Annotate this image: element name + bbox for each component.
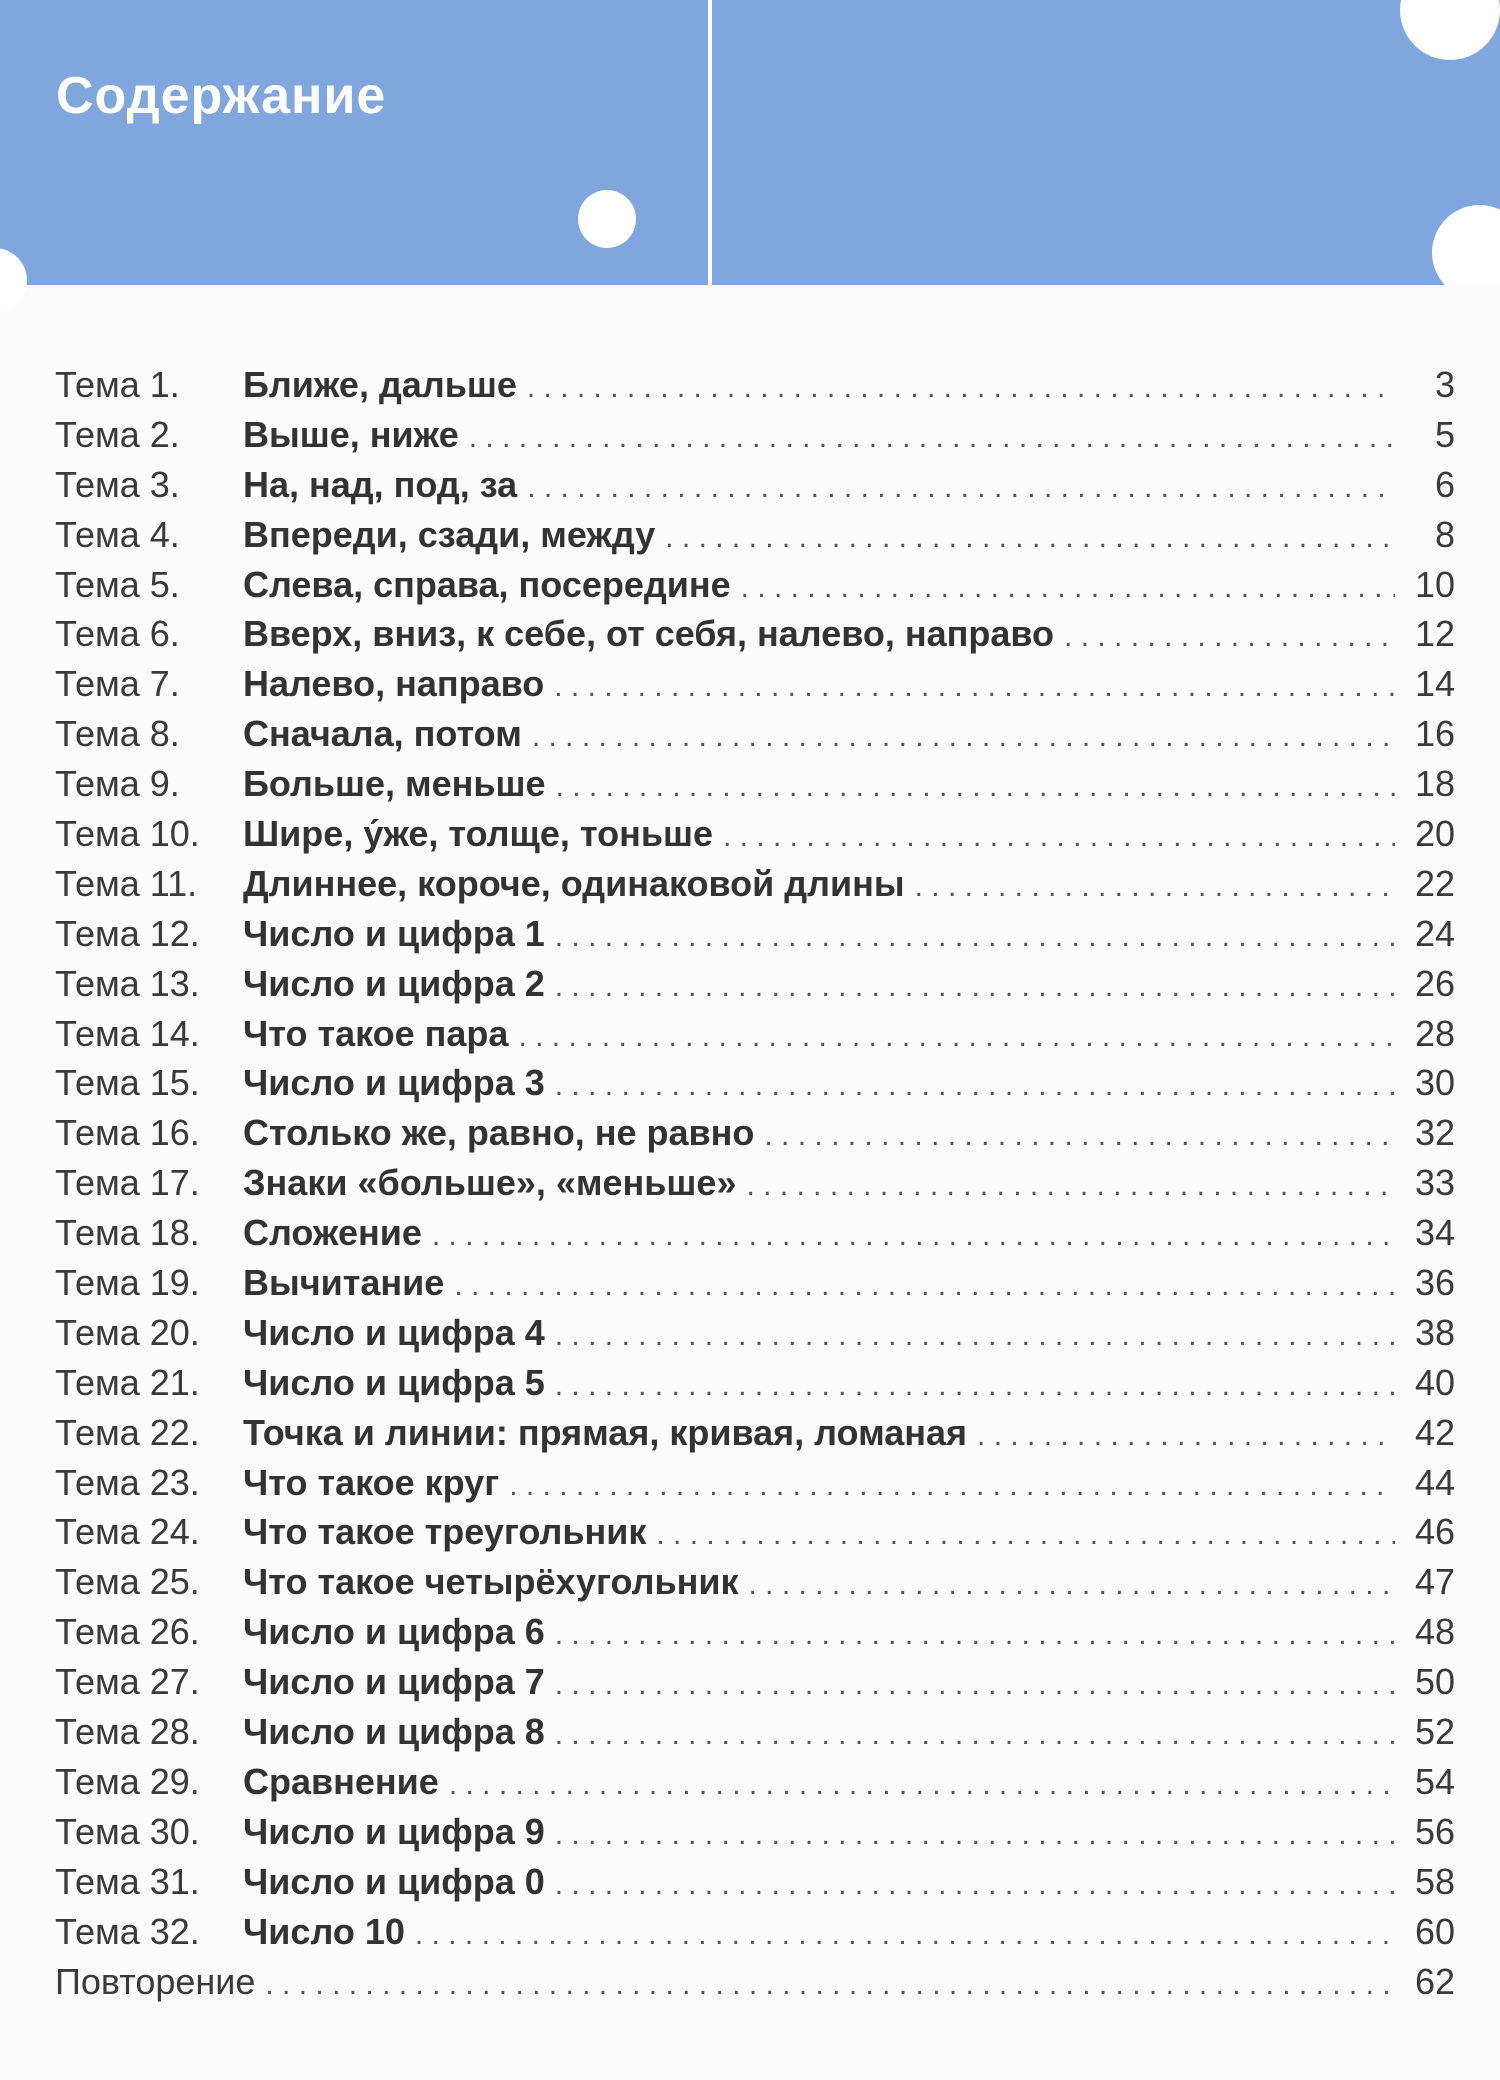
dot-leader [454, 1261, 1395, 1311]
toc-entry-title: Что такое четырёхугольник [243, 1561, 739, 1603]
dot-leader [741, 563, 1395, 613]
toc-entry-title: Налево, направо [243, 663, 545, 705]
toc-entry-number: Тема 20. [55, 1311, 200, 1353]
toc-entry-number: Тема 5. [55, 563, 180, 605]
toc-entry-number: Тема 17. [55, 1162, 200, 1204]
toc-entry-number: Тема 13. [55, 962, 200, 1004]
toc-entry-page: 12 [1414, 613, 1455, 655]
toc-entry-number: Тема 26. [55, 1611, 200, 1653]
toc-entry-page: 20 [1414, 813, 1455, 855]
toc-entry-page: 44 [1414, 1461, 1455, 1503]
toc-entry-title: Что такое круг [243, 1461, 500, 1503]
dot-leader [748, 1560, 1395, 1610]
toc-entry-page: 47 [1414, 1561, 1455, 1603]
toc-entry-title: Ближе, дальше [243, 364, 517, 405]
toc-entry-page: 48 [1414, 1611, 1455, 1653]
toc-entry[interactable] [55, 959, 1455, 1009]
toc-entry[interactable] [55, 1408, 1455, 1458]
toc-entry-number: Тема 1. [55, 364, 180, 405]
dot-leader [915, 862, 1395, 912]
toc-entry[interactable] [55, 560, 1455, 610]
toc-entry-page: 38 [1414, 1311, 1455, 1353]
dot-leader [469, 413, 1395, 463]
toc-entry[interactable] [55, 1258, 1455, 1308]
toc-entry[interactable] [55, 909, 1455, 959]
toc-entry-number: Тема 22. [55, 1411, 200, 1453]
dot-leader [265, 1960, 1395, 2010]
toc-entry-number: Тема 19. [55, 1262, 200, 1304]
toc-entry-title: Число и цифра 6 [243, 1611, 545, 1653]
toc-entry-title: На, над, под, за [243, 463, 518, 505]
dot-leader [554, 662, 1395, 712]
table-of-contents [55, 360, 1455, 2006]
dot-leader [746, 1161, 1395, 1211]
toc-entry-page: 42 [1414, 1411, 1455, 1453]
toc-entry-number: Тема 11. [55, 862, 198, 904]
toc-entry[interactable] [55, 1208, 1455, 1258]
toc-entry-page: 6 [1434, 463, 1455, 505]
header-band [0, 0, 1500, 285]
toc-entry-number: Тема 9. [55, 763, 180, 805]
dot-leader [518, 1012, 1395, 1062]
toc-entry-number: Тема 8. [55, 713, 180, 755]
toc-entry-title: Вверх, вниз, к себе, от себя, налево, направо [243, 613, 1055, 655]
dot-leader [532, 712, 1395, 762]
toc-entry[interactable] [55, 410, 1455, 460]
decorative-circle [578, 190, 636, 248]
toc-entry-page: 8 [1434, 513, 1455, 555]
toc-entry-title: Выше, ниже [243, 413, 459, 455]
toc-entry[interactable] [55, 1358, 1455, 1408]
toc-entry-number: Тема 10. [55, 813, 200, 855]
toc-entry-number: Тема 25. [55, 1561, 200, 1603]
toc-entry-page: 10 [1414, 563, 1455, 605]
toc-entry-number: Тема 28. [55, 1711, 200, 1753]
toc-entry-page: 18 [1414, 763, 1455, 805]
toc-entry-title: Сравнение [243, 1760, 439, 1802]
toc-entry-title: Длиннее, короче, одинаковой длины [243, 862, 905, 904]
toc-entry-page: 52 [1414, 1711, 1455, 1753]
toc-entry-number: Тема 27. [55, 1661, 200, 1703]
toc-entry[interactable] [55, 1009, 1455, 1059]
toc-entry-title: Число и цифра 5 [243, 1361, 545, 1403]
dot-leader [977, 1411, 1395, 1461]
toc-entry-title: Вычитание [243, 1262, 445, 1304]
toc-entry-number: Тема 2. [55, 413, 180, 455]
toc-entry[interactable] [55, 510, 1455, 560]
dot-leader [449, 1760, 1395, 1810]
toc-entry-number: Тема 4. [55, 513, 180, 555]
toc-entry-title: Число и цифра 0 [243, 1860, 545, 1902]
toc-entry[interactable] [55, 1308, 1455, 1358]
toc-entry-title: Число и цифра 9 [243, 1810, 545, 1852]
toc-entry-title: Сложение [243, 1212, 422, 1254]
toc-entry-page: 26 [1414, 962, 1455, 1004]
toc-entry[interactable] [55, 1607, 1455, 1657]
toc-entry-page: 5 [1434, 413, 1455, 455]
toc-entry-page: 24 [1414, 912, 1455, 954]
toc-entry-title: Число и цифра 1 [243, 912, 545, 954]
dot-leader [555, 1061, 1395, 1111]
toc-entry-page: 22 [1414, 862, 1455, 904]
toc-entry-number: Тема 6. [55, 613, 180, 655]
toc-entry-number: Тема 23. [55, 1461, 200, 1503]
toc-entry-page: 40 [1414, 1361, 1455, 1403]
toc-entry-title: Число и цифра 3 [243, 1062, 545, 1104]
toc-entry[interactable] [55, 1058, 1455, 1108]
toc-entry-title: Точка и линии: прямая, кривая, ломаная [243, 1411, 968, 1453]
toc-entry-number: Тема 16. [55, 1112, 200, 1154]
toc-entry[interactable] [55, 460, 1455, 510]
toc-entry[interactable] [55, 1557, 1455, 1607]
dot-leader [555, 1810, 1395, 1860]
toc-entry-number: Тема 18. [55, 1212, 200, 1254]
toc-entry-page: 62 [1414, 1960, 1455, 2002]
toc-entry-page: 28 [1414, 1012, 1455, 1054]
dot-leader [555, 1860, 1395, 1910]
dot-leader [432, 1211, 1395, 1261]
toc-entry-number: Тема 29. [55, 1760, 200, 1802]
toc-entry-page: 36 [1414, 1262, 1455, 1304]
dot-leader [555, 1361, 1395, 1411]
toc-entry-title: Повторение [55, 1960, 256, 2002]
toc-entry-number: Тема 3. [55, 463, 180, 505]
toc-entry[interactable] [55, 1907, 1455, 1957]
dot-leader [509, 1461, 1395, 1511]
dot-leader [723, 812, 1395, 862]
toc-entry[interactable] [55, 1757, 1455, 1807]
toc-entry-page: 56 [1414, 1810, 1455, 1852]
dot-leader [555, 962, 1395, 1012]
toc-entry-review[interactable] [55, 1957, 1455, 2007]
toc-entry-page: 3 [1434, 364, 1455, 405]
toc-entry-number: Тема 32. [55, 1910, 200, 1952]
toc-entry-page: 54 [1414, 1760, 1455, 1802]
toc-entry-title: Число и цифра 7 [243, 1661, 545, 1703]
toc-entry[interactable] [55, 1108, 1455, 1158]
toc-entry[interactable] [55, 859, 1455, 909]
toc-entry[interactable] [55, 809, 1455, 859]
toc-entry-page: 46 [1414, 1511, 1455, 1553]
toc-entry-number: Тема 14. [55, 1012, 200, 1054]
toc-entry[interactable] [55, 709, 1455, 759]
toc-entry-number: Тема 15. [55, 1062, 200, 1104]
toc-entry-number: Тема 30. [55, 1810, 200, 1852]
decorative-circle [1400, 0, 1500, 60]
toc-entry[interactable] [55, 1458, 1455, 1508]
toc-entry[interactable] [55, 1507, 1455, 1557]
toc-entry[interactable] [55, 1807, 1455, 1857]
toc-entry-page: 14 [1414, 663, 1455, 705]
dot-leader [556, 762, 1395, 812]
page-title: Содержание [56, 67, 387, 125]
dot-leader [1064, 612, 1395, 662]
toc-entry-title: Число и цифра 2 [243, 962, 545, 1004]
toc-entry-page: 50 [1414, 1661, 1455, 1703]
toc-entry[interactable] [55, 1857, 1455, 1907]
toc-entry[interactable] [55, 360, 1455, 410]
dot-leader [415, 1910, 1395, 1960]
toc-entry-title: Знаки «больше», «меньше» [243, 1162, 737, 1204]
toc-entry-title: Число 10 [243, 1910, 405, 1952]
toc-entry-title: Что такое треугольник [243, 1511, 647, 1553]
toc-entry-page: 30 [1414, 1062, 1455, 1104]
toc-entry-page: 32 [1414, 1112, 1455, 1154]
dot-leader [555, 1610, 1395, 1660]
dot-leader [656, 1510, 1395, 1560]
toc-entry[interactable] [55, 1158, 1455, 1208]
dot-leader [527, 363, 1395, 413]
toc-entry-title: Столько же, равно, не равно [243, 1112, 755, 1154]
dot-leader [555, 1660, 1395, 1710]
toc-entry-page: 58 [1414, 1860, 1455, 1902]
toc-entry[interactable] [55, 609, 1455, 659]
toc-entry-number: Тема 24. [55, 1511, 200, 1553]
decorative-circle [1432, 205, 1500, 285]
toc-entry-title: Что такое пара [243, 1012, 509, 1054]
toc-entry[interactable] [55, 759, 1455, 809]
toc-entry-title: Впереди, сзади, между [243, 513, 656, 555]
toc-entry-number: Тема 31. [55, 1860, 200, 1902]
dot-leader [527, 463, 1395, 513]
dot-leader [764, 1111, 1395, 1161]
toc-entry[interactable] [55, 1707, 1455, 1757]
dot-leader [665, 513, 1395, 563]
dot-leader [555, 1311, 1395, 1361]
toc-entry-page: 33 [1414, 1162, 1455, 1204]
toc-entry-title: Слева, справа, посередине [243, 563, 731, 605]
toc-entry-number: Тема 7. [55, 663, 180, 705]
toc-entry-page: 34 [1414, 1212, 1455, 1254]
dot-leader [555, 912, 1395, 962]
toc-entry-title: Больше, меньше [243, 763, 546, 805]
toc-entry-page: 16 [1414, 713, 1455, 755]
toc-entry-page: 60 [1414, 1910, 1455, 1952]
dot-leader [555, 1710, 1395, 1760]
toc-entry-title: Сначала, потом [243, 713, 522, 755]
toc-entry-number: Тема 12. [55, 912, 200, 954]
toc-entry-title: Шире, у́же, толще, тоньше [243, 813, 713, 855]
toc-entry-number: Тема 21. [55, 1361, 200, 1403]
toc-entry-title: Число и цифра 4 [243, 1311, 545, 1353]
toc-entry[interactable] [55, 659, 1455, 709]
header-divider [708, 0, 712, 285]
toc-entry[interactable] [55, 1657, 1455, 1707]
toc-entry-title: Число и цифра 8 [243, 1711, 545, 1753]
